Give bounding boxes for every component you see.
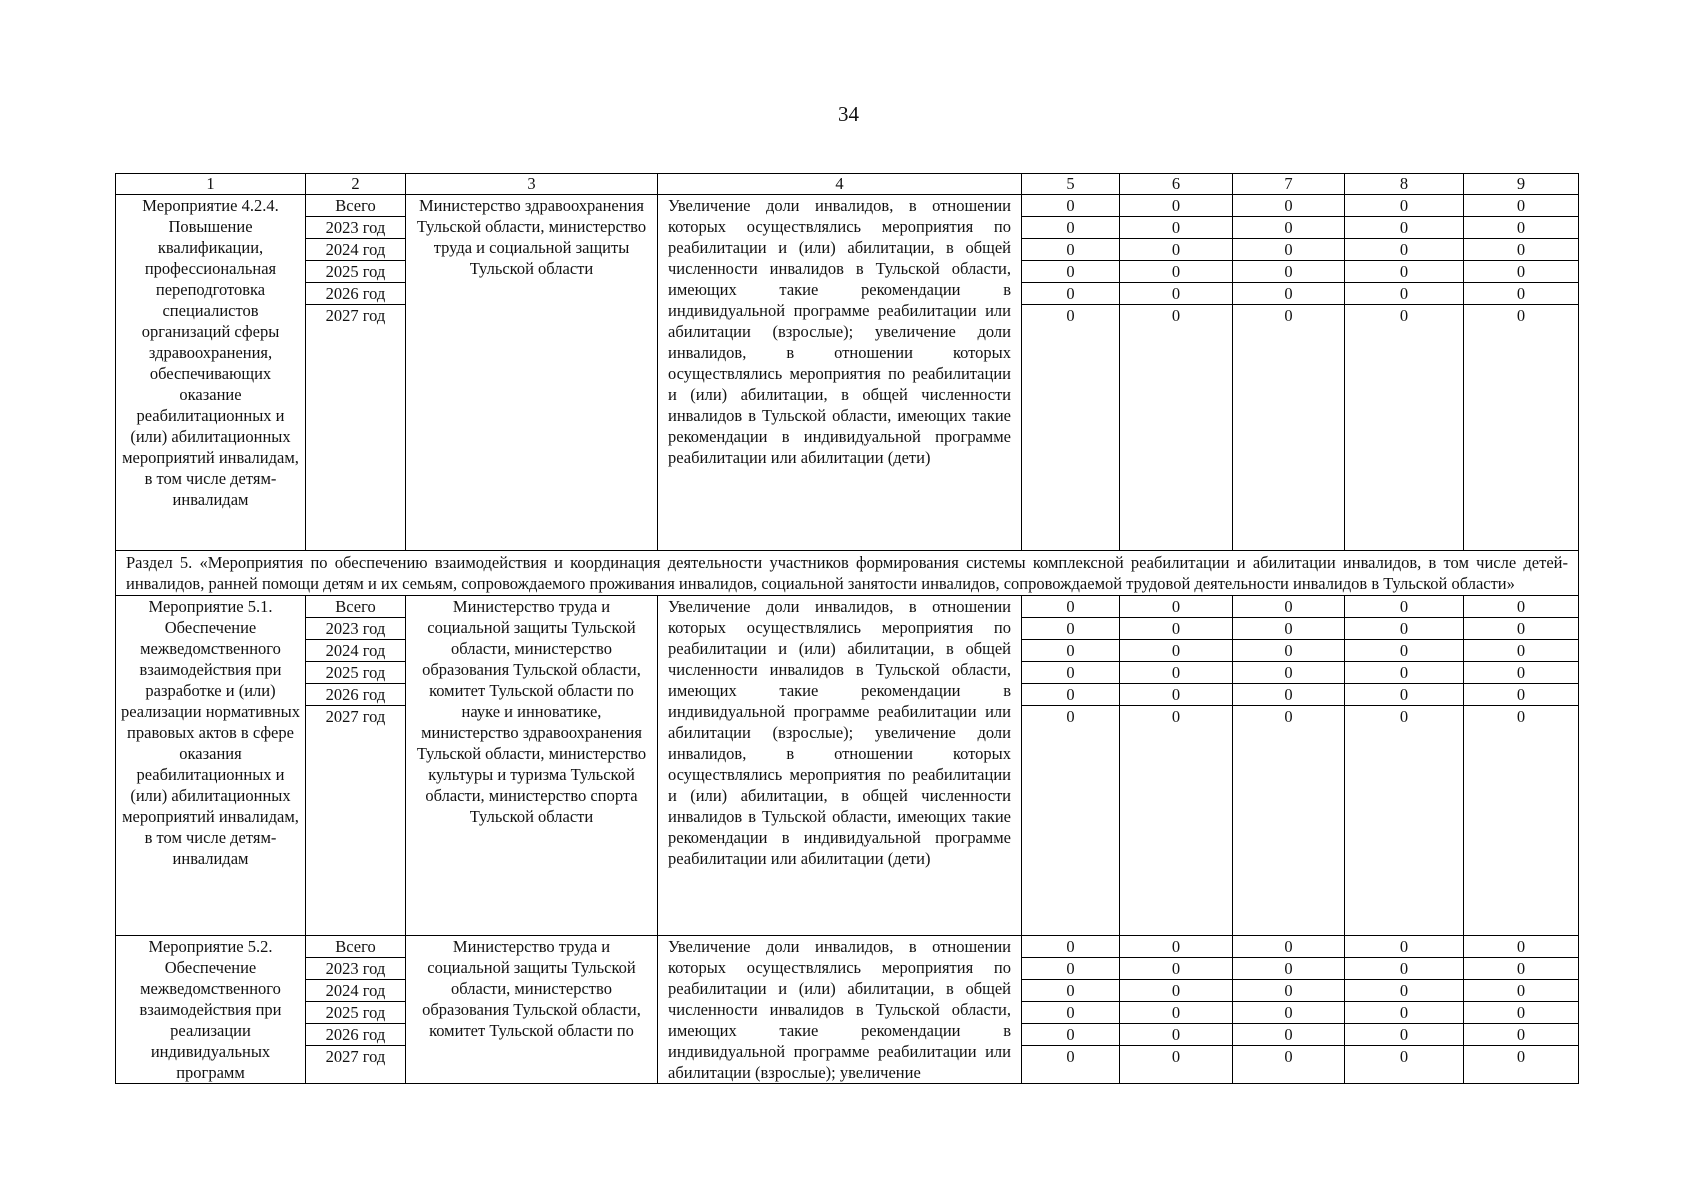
- column-number: 9: [1464, 174, 1579, 195]
- value: 0: [1516, 1047, 1526, 1066]
- event-executor: Министерство труда и социальной защиты Тульской области, министерство образования Тульской области, комитет Тульской области по науке и инноватике, министерство здравоохранения Тульской области, министерство культуры и туризма Тульской области, министерство спорта Тульской области: [406, 596, 658, 936]
- page-number: 34: [838, 102, 859, 126]
- column-number: 3: [406, 174, 658, 195]
- value: 0: [1345, 596, 1463, 618]
- value: 0: [1516, 707, 1526, 726]
- column-number-row: [116, 174, 1579, 195]
- value: 0: [1171, 306, 1181, 325]
- event-indicator: Увеличение доли инвалидов, в отношении которых осуществлялись мероприятия по реабилитации и (или) абилитации, в общей численности инвалидов в Тульской области, имеющих такие рекомендации в индивидуальной программе реабилитации или абилитации (взрослые); увеличение доли инвалидов, в отношении которых осуществлялись мероприятия по реабилитации и (или) абилитации, в общей численности инвалидов в Тульской области, имеющих такие рекомендации в индивидуальной программе реабилитации или абилитации (дети): [658, 596, 1022, 936]
- value-cell-col9: [1464, 596, 1579, 936]
- value: 0: [1464, 261, 1578, 283]
- value: 0: [1022, 217, 1119, 239]
- value-cell-col7: [1233, 596, 1345, 936]
- value: 0: [1345, 195, 1463, 217]
- period-label: Всего: [306, 596, 405, 618]
- value: 0: [1345, 1002, 1463, 1024]
- period-label: 2026 год: [306, 1024, 405, 1046]
- value: 0: [1345, 1024, 1463, 1046]
- period-label: 2026 год: [306, 283, 405, 305]
- event-executor: Министерство труда и социальной защиты Тульской области, министерство образования Тульской области, комитет Тульской области по: [406, 936, 658, 1084]
- value: 0: [1233, 1024, 1344, 1046]
- value: 0: [1120, 980, 1232, 1002]
- value: 0: [1284, 707, 1293, 726]
- value: 0: [1345, 217, 1463, 239]
- value-cell-col6: [1120, 936, 1233, 1084]
- event-name: Мероприятие 5.2. Обеспечение межведомственного взаимодействия при реализации индивидуальных программ: [116, 936, 306, 1084]
- period-label: 2023 год: [306, 618, 405, 640]
- value: 0: [1022, 618, 1119, 640]
- value: 0: [1345, 980, 1463, 1002]
- value: 0: [1516, 306, 1526, 325]
- value: 0: [1233, 596, 1344, 618]
- value: 0: [1464, 1002, 1578, 1024]
- value: 0: [1464, 936, 1578, 958]
- value-cell-col5: [1022, 195, 1120, 551]
- value: 0: [1345, 640, 1463, 662]
- column-number: 2: [306, 174, 406, 195]
- column-number: 7: [1233, 174, 1345, 195]
- column-number: 8: [1345, 174, 1464, 195]
- period-label: 2025 год: [306, 261, 405, 283]
- period-label: Всего: [306, 936, 405, 958]
- value: 0: [1120, 261, 1232, 283]
- value: 0: [1233, 684, 1344, 706]
- value: 0: [1120, 662, 1232, 684]
- value-cell-col7: [1233, 936, 1345, 1084]
- value-cell-col8: [1345, 596, 1464, 936]
- section-heading: Раздел 5. «Мероприятия по обеспечению взаимодействия и координация деятельности участников формирования системы комплексной реабилитации и абилитации инвалидов, в том числе детей-инвалидов, ранней помощи детям и их семьям, сопровождаемого проживания инвалидов, социальной занятости инвалидов, сопровождаемой трудовой деятельности инвалидов в Тульской области»: [116, 551, 1579, 596]
- value: 0: [1345, 684, 1463, 706]
- value: 0: [1022, 980, 1119, 1002]
- value: 0: [1233, 261, 1344, 283]
- event-row: [116, 936, 1579, 1084]
- value: 0: [1233, 195, 1344, 217]
- value: 0: [1345, 283, 1463, 305]
- value: 0: [1233, 1002, 1344, 1024]
- value-cell-col5: [1022, 936, 1120, 1084]
- value-cell-col6: [1120, 596, 1233, 936]
- period-cell: [306, 936, 406, 1084]
- value: 0: [1120, 217, 1232, 239]
- value: 0: [1022, 662, 1119, 684]
- period-label: 2026 год: [306, 684, 405, 706]
- event-indicator: Увеличение доли инвалидов, в отношении которых осуществлялись мероприятия по реабилитации и (или) абилитации, в общей численности инвалидов в Тульской области, имеющих такие рекомендации в индивидуальной программе реабилитации или абилитации (взрослые); увеличение: [658, 936, 1022, 1084]
- value: 0: [1022, 261, 1119, 283]
- value-cell-col8: [1345, 195, 1464, 551]
- value: 0: [1233, 980, 1344, 1002]
- period-label: Всего: [306, 195, 405, 217]
- value: 0: [1233, 936, 1344, 958]
- event-row: [116, 195, 1579, 551]
- value: 0: [1066, 707, 1075, 726]
- value: 0: [1120, 596, 1232, 618]
- period-label: 2025 год: [306, 1002, 405, 1024]
- value: 0: [1120, 1002, 1232, 1024]
- value: 0: [1022, 195, 1119, 217]
- value: 0: [1464, 958, 1578, 980]
- value: 0: [1022, 1024, 1119, 1046]
- value: 0: [1022, 936, 1119, 958]
- value: 0: [1464, 239, 1578, 261]
- value-cell-col8: [1345, 936, 1464, 1084]
- value: 0: [1345, 936, 1463, 958]
- value: 0: [1171, 707, 1181, 726]
- value: 0: [1066, 306, 1075, 325]
- value: 0: [1464, 640, 1578, 662]
- value: 0: [1022, 1002, 1119, 1024]
- value: 0: [1345, 261, 1463, 283]
- period-label: 2024 год: [306, 980, 405, 1002]
- value: 0: [1233, 283, 1344, 305]
- event-indicator: Увеличение доли инвалидов, в отношении которых осуществлялись мероприятия по реабилитации и (или) абилитации, в общей численности инвалидов в Тульской области, имеющих такие рекомендации в индивидуальной программе реабилитации или абилитации (взрослые); увеличение доли инвалидов, в отношении которых осуществлялись мероприятия по реабилитации и (или) абилитации, в общей численности инвалидов в Тульской области, имеющих такие рекомендации в индивидуальной программе реабилитации или абилитации (дети): [658, 195, 1022, 551]
- section-heading-row: [116, 551, 1579, 596]
- period-label: 2024 год: [306, 640, 405, 662]
- value: 0: [1345, 239, 1463, 261]
- value: 0: [1399, 306, 1409, 325]
- value-cell-col7: [1233, 195, 1345, 551]
- value: 0: [1464, 195, 1578, 217]
- value: 0: [1233, 618, 1344, 640]
- column-number: 1: [116, 174, 306, 195]
- value: 0: [1120, 283, 1232, 305]
- value: 0: [1399, 1047, 1409, 1066]
- value: 0: [1171, 1047, 1181, 1066]
- value: 0: [1464, 596, 1578, 618]
- value: 0: [1120, 684, 1232, 706]
- value-cell-col6: [1120, 195, 1233, 551]
- value: 0: [1464, 684, 1578, 706]
- value: 0: [1233, 958, 1344, 980]
- value: 0: [1120, 640, 1232, 662]
- value: 0: [1345, 958, 1463, 980]
- value: 0: [1022, 596, 1119, 618]
- value: 0: [1120, 936, 1232, 958]
- value: 0: [1233, 239, 1344, 261]
- value: 0: [1066, 1047, 1075, 1066]
- value: 0: [1120, 958, 1232, 980]
- value: 0: [1345, 618, 1463, 640]
- value: 0: [1022, 958, 1119, 980]
- column-number: 4: [658, 174, 1022, 195]
- column-number: 5: [1022, 174, 1120, 195]
- value: 0: [1022, 283, 1119, 305]
- event-executor: Министерство здравоохранения Тульской области, министерство труда и социальной защиты Тульской области: [406, 195, 658, 551]
- value: 0: [1345, 662, 1463, 684]
- value: 0: [1464, 662, 1578, 684]
- value: 0: [1022, 640, 1119, 662]
- period-cell: [306, 596, 406, 936]
- value: 0: [1120, 239, 1232, 261]
- value: 0: [1022, 684, 1119, 706]
- period-label: 2027 год: [325, 1047, 386, 1066]
- value: 0: [1464, 217, 1578, 239]
- value: 0: [1120, 1024, 1232, 1046]
- program-events-table: [115, 173, 1579, 1084]
- event-name: Мероприятие 4.2.4. Повышение квалификации, профессиональная переподготовка специалистов организаций сферы здравоохранения, обеспечивающих оказание реабилитационных и (или) абилитационных мероприятий инвалидам, в том числе детям-инвалидам: [116, 195, 306, 551]
- period-label: 2023 год: [306, 217, 405, 239]
- value: 0: [1284, 306, 1293, 325]
- value: 0: [1233, 640, 1344, 662]
- value-cell-col9: [1464, 195, 1579, 551]
- value-cell-col5: [1022, 596, 1120, 936]
- value: 0: [1464, 618, 1578, 640]
- value: 0: [1233, 217, 1344, 239]
- value-cell-col9: [1464, 936, 1579, 1084]
- value: 0: [1464, 283, 1578, 305]
- value: 0: [1120, 195, 1232, 217]
- event-name: Мероприятие 5.1. Обеспечение межведомственного взаимодействия при разработке и (или) реализации нормативных правовых актов в сфере оказания реабилитационных и (или) абилитационных мероприятий инвалидам, в том числе детям-инвалидам: [116, 596, 306, 936]
- period-label: 2025 год: [306, 662, 405, 684]
- column-number: 6: [1120, 174, 1233, 195]
- period-label: 2027 год: [325, 306, 386, 325]
- value: 0: [1464, 1024, 1578, 1046]
- period-label: 2023 год: [306, 958, 405, 980]
- event-row: [116, 596, 1579, 936]
- value: 0: [1233, 662, 1344, 684]
- value: 0: [1120, 618, 1232, 640]
- value: 0: [1464, 980, 1578, 1002]
- value: 0: [1399, 707, 1409, 726]
- period-cell: [306, 195, 406, 551]
- value: 0: [1022, 239, 1119, 261]
- period-label: 2024 год: [306, 239, 405, 261]
- period-label: 2027 год: [325, 707, 386, 726]
- value: 0: [1284, 1047, 1293, 1066]
